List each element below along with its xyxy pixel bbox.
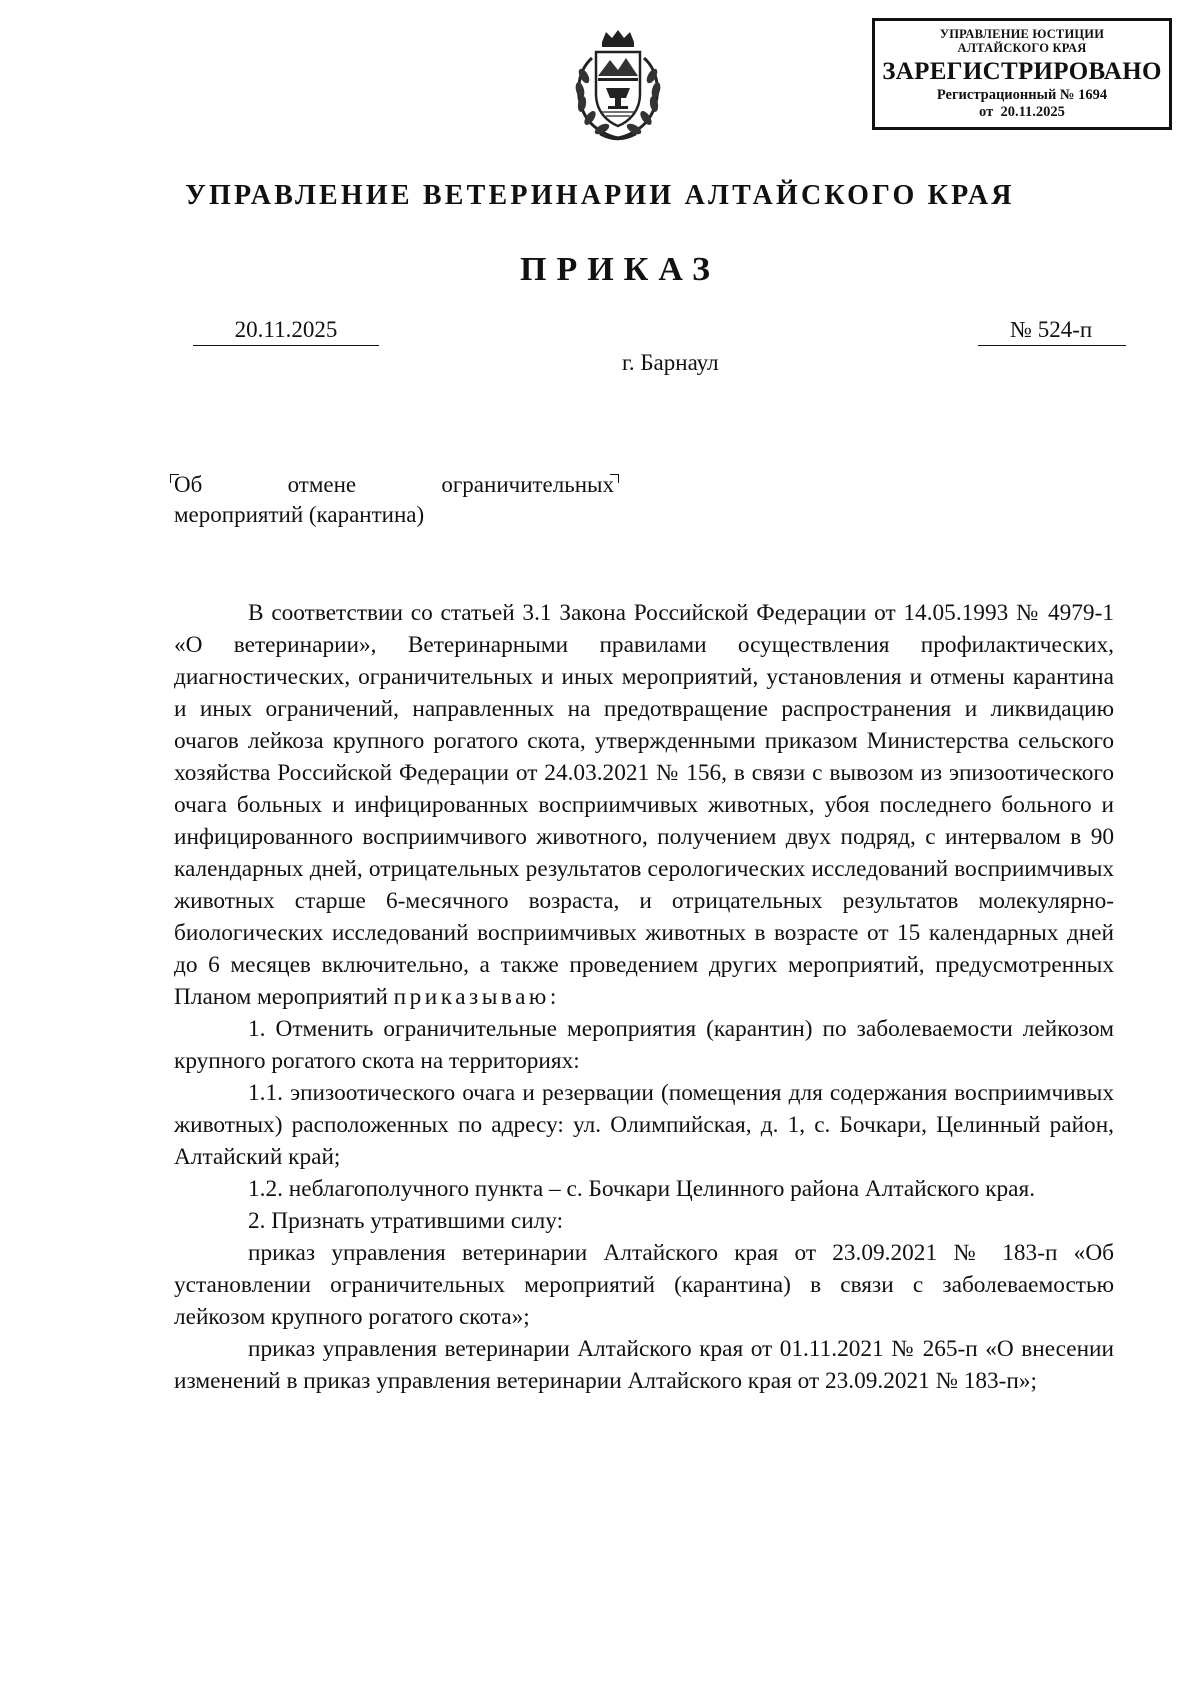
order-word: приказываю [393, 984, 550, 1010]
subject-word: отмене [287, 472, 357, 497]
order-city: г. Барнаул [622, 350, 719, 375]
item-2: 2. Признать утратившими силу: [248, 1208, 564, 1234]
stamp-registration-number: Регистрационный № 1694 [936, 87, 1108, 103]
organization-title: УПРАВЛЕНИЕ ВЕТЕРИНАРИИ АЛТАЙСКОГО КРАЯ [185, 180, 1015, 211]
preamble-paragraph [174, 597, 1114, 1013]
order-date: 20.11.2025 [193, 315, 379, 346]
document-type-title: ПРИКАЗ [520, 251, 720, 288]
item-2-b: приказ управления ветеринарии Алтайского края от 01.11.2021 № 265-п «О внесении изменений в приказ управления ветеринарии Алтайского края от 23.09.2021 № 183-п»; [174, 1336, 1114, 1394]
stamp-organization-line2: АЛТАЙСКОГО КРАЯ [957, 41, 1087, 55]
order-number: № 524-п [978, 315, 1126, 346]
order-suffix: : [549, 984, 557, 1010]
order-subject [174, 470, 624, 530]
item-1-2: 1.2. неблагополучного пункта – с. Бочкари Целинного района Алтайского края. [248, 1176, 1036, 1202]
item-1: 1. Отменить ограничительные мероприятия (карантин) по заболеваемости лейкозом крупного рогатого скота на территориях: [174, 1016, 1114, 1074]
order-body [174, 597, 1114, 1397]
item-1-1: 1.1. эпизоотического очага и резервации (помещения для содержания восприимчивых животных) расположенных по адресу: ул. Олимпийская, д. 1, с. Бочкари, Целинный район, Алтайский край; [174, 1080, 1114, 1170]
item-2-a: приказ управления ветеринарии Алтайского края от 23.09.2021 № 183-п «Об установлении ограничительных мероприятий (карантина) в связи с заболеваемостью лейкозом крупного рогатого скота»; [174, 1240, 1114, 1330]
stamp-registration-date: от 20.11.2025 [979, 104, 1065, 120]
stamp-status: ЗАРЕГИСТРИРОВАНО [882, 58, 1162, 85]
registration-stamp [872, 18, 1172, 130]
subject-line-2: мероприятий (карантина) [174, 502, 425, 527]
subject-line-1 [174, 470, 614, 500]
subject-word: Об [174, 472, 203, 497]
stamp-organization-line1: УПРАВЛЕНИЕ ЮСТИЦИИ [939, 27, 1105, 41]
preamble-text: В соответствии со статьей 3.1 Закона Российской Федерации от 14.05.1993 № 4979-1 «О ветеринарии», Ветеринарными правилами осуществления профилактических, диагностических, ограничительных и иных мероприятий, установления и отмены карантина и иных ограничений, направленных на предотвращение распространения и ликвидацию очагов лейкоза крупного рогатого скота, утвержденными приказом Министерства сельского хозяйства Российской Федерации от 24.03.2021 № 156, в связи с вывозом из эпизоотического очага больных и инфицированных восприимчивых животных, убоя последнего больного и инфицированного восприимчивого животного, получением двух подряд, с интервалом в 90 календарных дней, отрицательных результатов серологических исследований восприимчивых животных старше 6-месячного возраста, и отрицательных результатов молекулярно-биологических исследований восприимчивых животных в возрасте от 15 календарных дней до 6 месяцев включительно, а также проведением других мероприятий, предусмотренных Планом мероприятий [174, 600, 1114, 1010]
coat-of-arms-icon [562, 28, 674, 146]
subject-word: ограничительных [441, 472, 614, 497]
